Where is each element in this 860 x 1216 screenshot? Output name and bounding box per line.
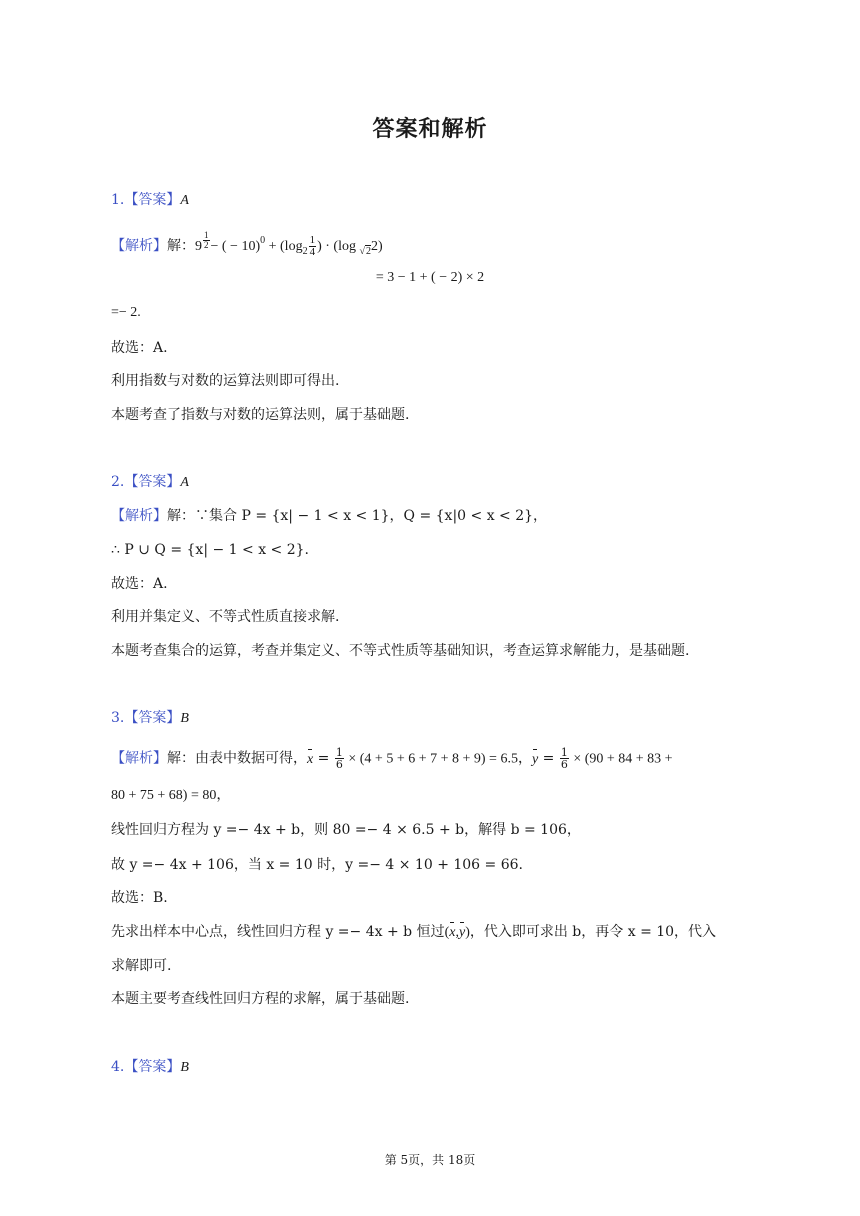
q1-number: 1. [111,192,125,208]
q2-answer-line [111,472,189,493]
q3-analysis-tag: 【解析】 [111,750,167,767]
q3-xbar: x [307,750,313,770]
q1-analysis-line [111,231,383,262]
q3-line3: 线性回归方程为 y =− 4x + b，则 80 =− 4 × 6.5 + b，解得 b = 106， [111,822,581,838]
q2-line2: ∴ P ∪ Q = {x| − 1 < x < 2}. [111,542,309,558]
q1-frac-quarter: $\frac{1}{4}$ [309,234,316,259]
q3-choose: 故选：B. [111,890,168,906]
q2-method: 利用并集定义、不等式性质直接求解. [111,609,340,625]
q1-expr-line3: =− 2. [111,305,141,320]
q2-analysis-line [111,506,547,526]
q4-answer-line [111,1057,189,1078]
q1-answer-tag: 【答案】 [124,192,181,208]
q2-summary: 本题考查集合的运算，考查并集定义、不等式性质等基础知识，考查运算求解能力，是基础题. [111,643,690,659]
q3-center-point: (x,y) [445,925,470,940]
q1-expr-line2: = 3 − 1 + ( − 2) × 2 [375,270,485,285]
page-title: 答案和解析 [372,117,488,142]
q2-answer-tag: 【答案】 [124,474,181,490]
q3-answer: B [180,711,189,726]
q2-analysis-tag: 【解析】 [111,508,167,524]
q1-analysis-tag: 【解析】 [111,238,167,254]
q4-answer-tag: 【答案】 [124,1059,181,1075]
q3-number: 3. [111,710,125,726]
q2-line1: 解：∵集合 P = {x| − 1 < x < 1}，Q = {x|0 < x < 2}， [167,508,548,524]
q1-method: 利用指数与对数的运算法则即可得出. [111,373,340,389]
q3-line4: 故 y =− 4x + 106，当 x = 10 时，y =− 4 × 10 + 106 = 66. [111,857,523,873]
q1-expr: 9 $^{\frac{1}{2}}$ − ( − $10)^0 + (\log_2$ $\frac{1}{4}$ ) · (log √22) [195,239,383,254]
q2-number: 2. [111,474,125,490]
q2-choose: 故选：A. [111,576,168,592]
q3-ybar: y [532,750,538,770]
q3-answer-tag: 【答案】 [124,710,181,726]
q1-analysis-prefix: 解： [167,238,195,254]
q1-answer: A [180,193,189,208]
q4-number: 4. [111,1059,125,1075]
q1-sqrt2: √2 [359,246,371,257]
page-footer: 第 5页，共 18页 [384,1153,476,1167]
q3-frac-sixth-a: $\frac{1}{6}$ [335,746,343,771]
q3-method-cont: 求解即可. [111,958,172,974]
q3-line2: 80 + 75 + 68) = 80， [111,788,231,803]
q1-exp-half: 1 2 [204,230,209,251]
q3-frac-sixth-b: $\frac{1}{6}$ [560,746,568,771]
q2-answer: A [180,475,189,490]
q3-method-line: 先求出样本中心点，线性回归方程 y =− 4x + b 恒过(x,y)，代入即可求出 b，再令 x = 10，代入 [111,922,716,943]
q3-summary: 本题主要考查线性回归方程的求解，属于基础题. [111,991,410,1007]
q1-choose: 故选：A. [111,340,168,356]
q1-summary: 本题考查了指数与对数的运算法则，属于基础题. [111,407,410,423]
q1-answer-line [111,190,189,211]
q3-answer-line [111,708,189,729]
q3-analysis-line: 【解析】解：由表中数据可得，x = $\frac{1}{6}$ × (4 + 5 + 6 + 7 + 8 + 9) = 6.5，y = $\frac{1}{6}$ × (90 + 84 + 83 + [111,746,673,771]
q4-answer: B [180,1060,189,1075]
